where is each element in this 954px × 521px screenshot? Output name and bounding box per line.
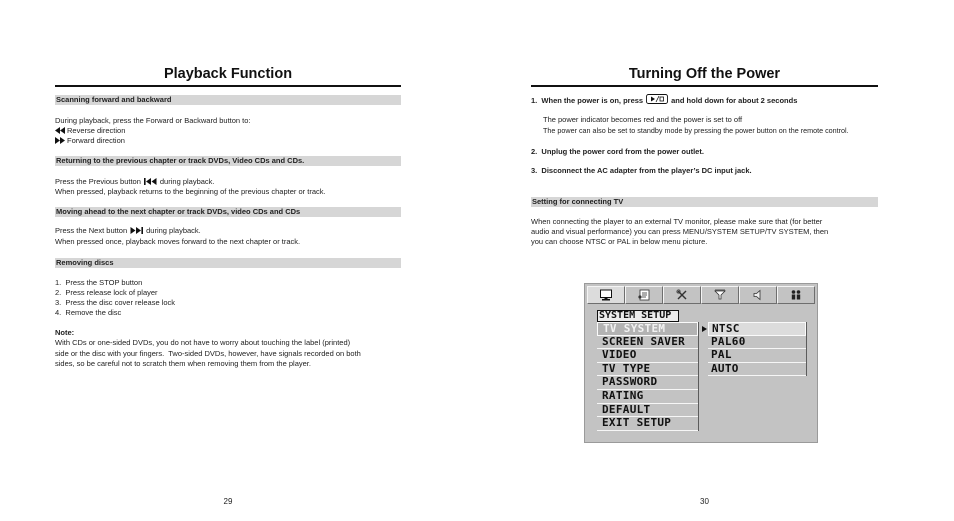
menu-tab-audio — [739, 286, 777, 304]
menu-item-rating: RATING — [597, 390, 698, 404]
menu-option-pal60: PAL60 — [708, 336, 806, 350]
previous-press-line — [55, 177, 215, 187]
menu-option-auto: AUTO — [708, 363, 806, 377]
section-heading-connecting-tv: Setting for connecting TV — [531, 197, 878, 207]
removing-step-2: 2. Press release lock of player — [55, 288, 158, 297]
removing-step-3: 3. Press the disc cover release lock — [55, 298, 176, 307]
tools-icon — [675, 289, 689, 301]
page-number-right: 30 — [700, 497, 709, 506]
title-rule-left — [55, 85, 401, 87]
menu-option-ntsc: NTSC — [708, 322, 806, 336]
menu-item-tv-type: TV TYPE — [597, 363, 698, 377]
power-step-3: 3. Disconnect the AC adapter from the player’s DC input jack. — [531, 166, 752, 175]
next-result: When pressed once, playback moves forward to the next chapter or track. — [55, 237, 301, 246]
tv-line-3: you can choose NTSC or PAL in below menu picture. — [531, 237, 708, 246]
reverse-direction-line — [55, 126, 125, 136]
previous-press-after: during playback. — [159, 177, 215, 186]
speaker-icon — [751, 289, 765, 301]
menu-item-video: VIDEO — [597, 349, 698, 363]
submenu-arrow-icon — [702, 326, 707, 332]
menu-tab-parental — [777, 286, 815, 304]
section-heading-previous: Returning to the previous chapter or track DVDs, Video CDs and CDs. — [55, 156, 401, 166]
note-label: Note: — [55, 328, 75, 337]
section-heading-scanning: Scanning forward and backward — [55, 95, 401, 105]
reverse-direction-label: Reverse direction — [67, 126, 126, 135]
title-rule-right — [531, 85, 878, 87]
removing-step-1: 1. Press the STOP button — [55, 278, 143, 287]
page-title-turning-off-power: Turning Off the Power — [628, 66, 781, 82]
scanning-intro: During playback, press the Forward or Backward button to: — [55, 116, 251, 125]
menu-item-list — [597, 322, 699, 431]
menu-option-pal: PAL — [708, 349, 806, 363]
power-step-1-after: and hold down for about 2 seconds — [671, 96, 798, 105]
power-detail-2: The power can also be set to standby mode by pressing the power button on the remote control. — [543, 126, 849, 135]
menu-tab-video — [701, 286, 739, 304]
note-line-2: side or the disc with your fingers. Two-sided DVDs, however, have signals recorded on both — [55, 349, 361, 358]
page-number-left: 29 — [223, 497, 233, 506]
forward-direction-label: Forward direction — [67, 136, 125, 145]
page-title-playback-function: Playback Function — [163, 66, 293, 82]
power-step-1-before: 1. When the power is on, press — [531, 96, 644, 105]
power-button-icon — [646, 94, 668, 104]
next-press-after: during playback. — [146, 226, 201, 235]
system-setup-menu-picture — [584, 283, 818, 443]
note-line-1: With CDs or one-sided DVDs, you do not have to worry about touching the label (printed) — [55, 338, 351, 347]
removing-step-4: 4. Remove the disc — [55, 308, 122, 317]
power-detail-1: The power indicator becomes red and the power is set to off — [543, 115, 743, 124]
section-heading-removing: Removing discs — [55, 258, 401, 268]
reverse-icon — [55, 127, 65, 134]
previous-track-icon — [144, 178, 157, 185]
menu-item-exit-setup: EXIT SETUP — [597, 417, 698, 431]
filter-icon — [713, 289, 727, 301]
note-line-3: sides, so be careful not to scratch them when removing them from the player. — [55, 359, 311, 368]
tv-line-1: When connecting the player to an external TV monitor, please make sure that (for better — [531, 217, 823, 226]
menu-header: SYSTEM SETUP — [597, 310, 679, 322]
menu-tab-bar — [587, 286, 815, 304]
section-heading-next: Moving ahead to the next chapter or track DVDs, video CDs and CDs — [55, 207, 401, 217]
forward-icon — [55, 137, 65, 144]
people-icon — [789, 289, 803, 301]
menu-tab-language — [625, 286, 663, 304]
previous-result: When pressed, playback returns to the beginning of the previous chapter or track. — [55, 187, 326, 196]
menu-item-tv-system: TV SYSTEM — [597, 322, 698, 336]
menu-option-list — [708, 322, 807, 376]
forward-direction-line — [55, 136, 125, 146]
menu-tab-tools — [663, 286, 701, 304]
next-press-before: Press the Next button — [55, 226, 128, 235]
menu-item-default: DEFAULT — [597, 404, 698, 418]
menu-item-password: PASSWORD — [597, 376, 698, 390]
tv-line-2: audio and visual performance) you can press MENU/SYSTEM SETUP/TV SYSTEM, then — [531, 227, 829, 236]
next-track-icon — [130, 227, 143, 234]
document-icon — [637, 289, 651, 301]
next-press-line — [55, 226, 201, 236]
menu-item-screen-saver: SCREEN SAVER — [597, 336, 698, 350]
menu-tab-system — [587, 286, 625, 304]
monitor-icon — [599, 289, 613, 301]
power-step-1 — [531, 94, 797, 106]
previous-press-before: Press the Previous button — [55, 177, 141, 186]
power-step-2: 2. Unplug the power cord from the power outlet. — [531, 147, 704, 156]
